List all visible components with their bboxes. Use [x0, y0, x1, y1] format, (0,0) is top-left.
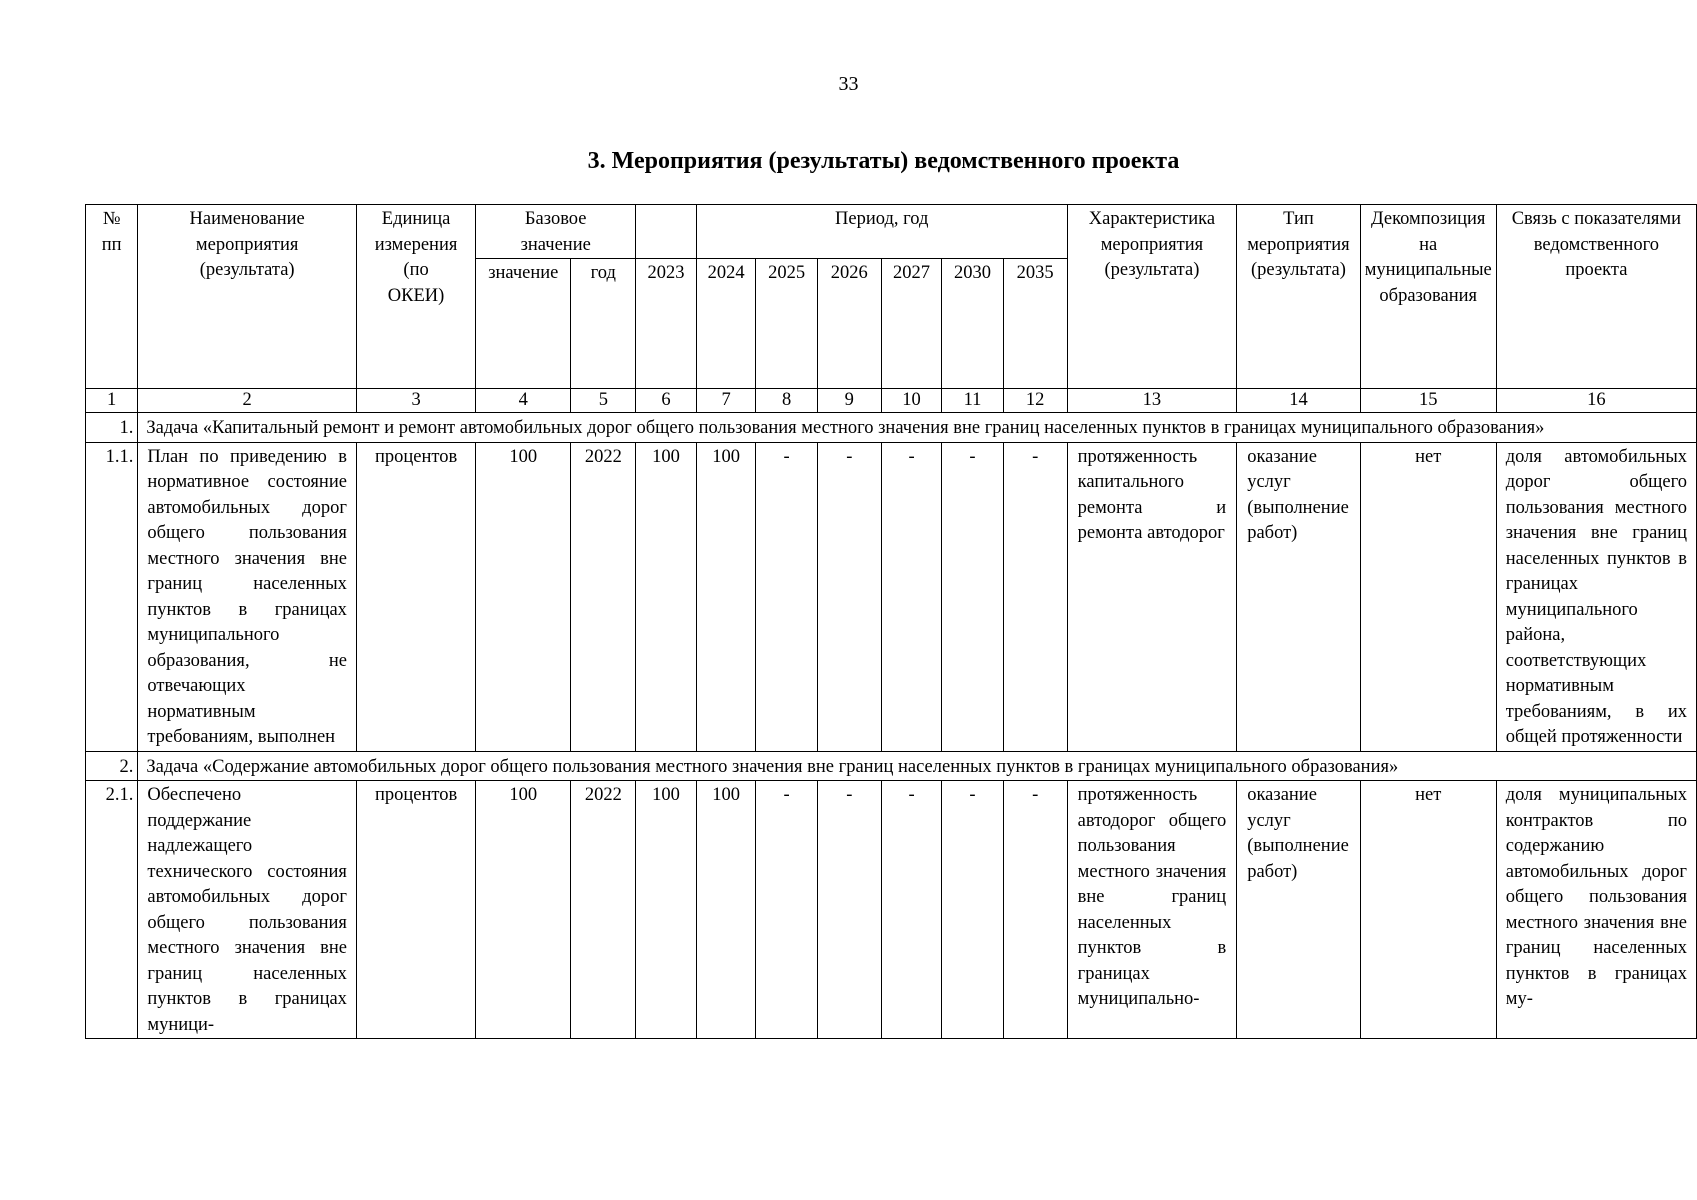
item-value-2030: - — [942, 781, 1003, 1039]
header-year-2027: 2027 — [881, 259, 942, 389]
item-link: доля муниципальных контрактов по содержанию автомобильных дорог общего пользования местного значения вне границ населенных пунктов в границах му- — [1496, 781, 1696, 1039]
item-base-value: 100 — [476, 781, 571, 1039]
header-base-year: год — [571, 259, 636, 389]
header-empty-cell — [636, 205, 697, 259]
column-number: 11 — [942, 389, 1003, 413]
item-link: доля автомобильных дорог общего пользования местного значения вне границ населенных пунктов в границах муниципального района, соответствующих нормативным требованиям, в их общей протяженности — [1496, 442, 1696, 751]
item-value-2025: - — [756, 442, 817, 751]
item-value-2035: - — [1003, 442, 1067, 751]
item-base-year: 2022 — [571, 781, 636, 1039]
item-base-year: 2022 — [571, 442, 636, 751]
column-number: 16 — [1496, 389, 1696, 413]
header-type: Тип мероприятия (результата) — [1237, 205, 1360, 389]
task-number: 2. — [86, 751, 138, 781]
page-number: 33 — [838, 73, 859, 95]
item-value-2035: - — [1003, 781, 1067, 1039]
column-number: 2 — [138, 389, 357, 413]
column-number: 9 — [817, 389, 881, 413]
header-year-2035: 2035 — [1003, 259, 1067, 389]
item-type: оказание услуг (выполнение работ) — [1237, 442, 1360, 751]
item-value-2023: 100 — [636, 781, 697, 1039]
column-numbers-row — [86, 389, 1697, 413]
column-number: 13 — [1067, 389, 1237, 413]
item-unit: процентов — [356, 442, 475, 751]
column-number: 14 — [1237, 389, 1360, 413]
item-value-2026: - — [817, 781, 881, 1039]
header-year-2026: 2026 — [817, 259, 881, 389]
task-number: 1. — [86, 413, 138, 443]
column-number: 5 — [571, 389, 636, 413]
item-value-2024: 100 — [696, 442, 756, 751]
task-text: Задача «Капитальный ремонт и ремонт автомобильных дорог общего пользования местного значения вне границ населенных пунктов в границах муниципального образования» — [138, 413, 1697, 443]
header-base-value: значение — [476, 259, 571, 389]
item-name: План по приведению в нормативное состояние автомобильных дорог общего пользования местного значения вне границ населенных пунктов в границах муниципального образования, не отвечающих нормативным требованиям, выполнен — [138, 442, 357, 751]
item-unit: процентов — [356, 781, 475, 1039]
header-year-2023: 2023 — [636, 259, 697, 389]
task-row — [86, 751, 1697, 781]
column-number: 6 — [636, 389, 697, 413]
header-characteristic: Характеристика мероприятия (результата) — [1067, 205, 1237, 389]
header-unit: Единица измерения (по ОКЕИ) — [356, 205, 475, 389]
item-type: оказание услуг (выполнение работ) — [1237, 781, 1360, 1039]
measures-table — [85, 204, 1697, 1039]
item-decomposition: нет — [1360, 442, 1496, 751]
table-row — [86, 442, 1697, 751]
item-value-2030: - — [942, 442, 1003, 751]
column-number: 12 — [1003, 389, 1067, 413]
item-characteristic: протяженность капитального ремонта и ремонта автодорог — [1067, 442, 1237, 751]
item-value-2025: - — [756, 781, 817, 1039]
item-characteristic: протяженность автодорог общего пользования местного значения вне границ населенных пунктов в границах муниципально- — [1067, 781, 1237, 1039]
task-text: Задача «Содержание автомобильных дорог общего пользования местного значения вне границ населенных пунктов в границах муниципального образования» — [138, 751, 1697, 781]
task-row — [86, 413, 1697, 443]
column-number: 15 — [1360, 389, 1496, 413]
item-value-2027: - — [881, 781, 942, 1039]
header-year-2030: 2030 — [942, 259, 1003, 389]
item-name: Обеспечено поддержание надлежащего технического состояния автомобильных дорог общего пользования местного значения вне границ населенных пунктов в границах муници- — [138, 781, 357, 1039]
header-row-1 — [86, 205, 1697, 259]
item-number: 1.1. — [86, 442, 138, 751]
column-number: 10 — [881, 389, 942, 413]
header-link: Связь с показателями ведомственного проекта — [1496, 205, 1696, 389]
table-row — [86, 781, 1697, 1039]
header-year-2025: 2025 — [756, 259, 817, 389]
column-number: 3 — [356, 389, 475, 413]
column-number: 7 — [696, 389, 756, 413]
header-year-2024: 2024 — [696, 259, 756, 389]
header-name: Наименование мероприятия (результата) — [138, 205, 357, 389]
item-value-2024: 100 — [696, 781, 756, 1039]
column-number: 4 — [476, 389, 571, 413]
item-number: 2.1. — [86, 781, 138, 1039]
item-base-value: 100 — [476, 442, 571, 751]
item-value-2026: - — [817, 442, 881, 751]
header-period: Период, год — [696, 205, 1067, 259]
header-decomposition: Декомпозиция на муниципальные образования — [1360, 205, 1496, 389]
column-number: 1 — [86, 389, 138, 413]
header-base: Базовое значение — [476, 205, 636, 259]
page-title: 3. Мероприятия (результаты) ведомственного проекта — [587, 148, 1180, 174]
column-number: 8 — [756, 389, 817, 413]
item-decomposition: нет — [1360, 781, 1496, 1039]
item-value-2027: - — [881, 442, 942, 751]
item-value-2023: 100 — [636, 442, 697, 751]
header-num: № пп — [86, 205, 138, 389]
